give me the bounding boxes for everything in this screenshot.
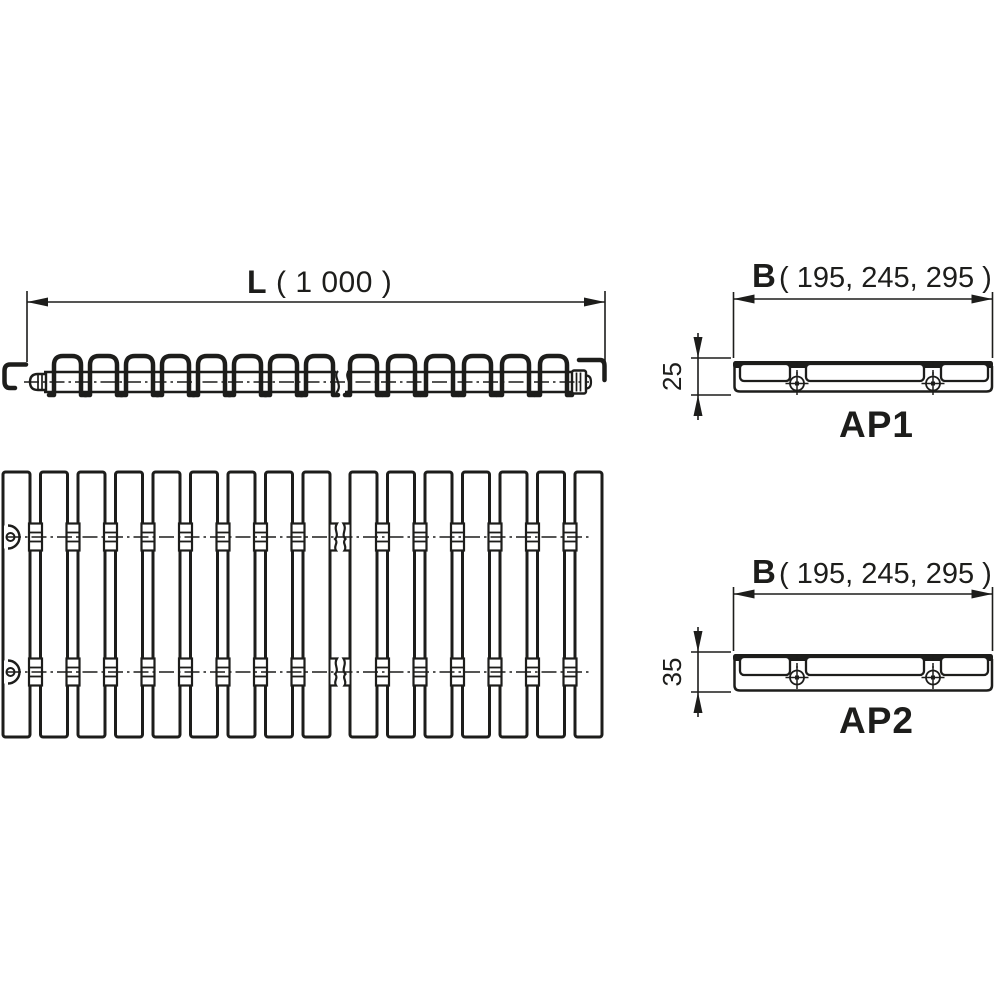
grate-loop xyxy=(121,356,158,395)
grate-slats xyxy=(3,472,602,737)
grate-loop xyxy=(157,356,194,395)
grate-loop xyxy=(345,356,382,395)
profile-flap xyxy=(806,657,924,675)
section-label-ap1: AP1 xyxy=(839,404,914,445)
length-dimension-value: ( 1 000 ) xyxy=(276,266,393,299)
width-dimension-ap1 xyxy=(734,257,993,358)
height-dimension-ap2 xyxy=(657,627,731,717)
section-label-ap2: AP2 xyxy=(839,700,914,741)
grate-slat xyxy=(116,472,143,737)
grate-slat xyxy=(388,472,415,737)
grate-slat xyxy=(575,472,602,737)
grate-loop xyxy=(49,356,86,395)
grate-slat xyxy=(153,472,180,737)
height-dimension-value: 35 xyxy=(657,657,687,687)
grate-loop xyxy=(459,356,496,395)
grate-loop xyxy=(497,356,534,395)
grate-slat xyxy=(228,472,255,737)
plan-view xyxy=(3,472,602,737)
grate-loop xyxy=(229,356,266,395)
dim-arrow-down xyxy=(694,337,703,358)
grate-slat xyxy=(425,472,452,737)
profile-flap xyxy=(941,364,988,381)
grate-slat xyxy=(191,472,218,737)
grate-slat xyxy=(463,472,490,737)
grate-loop xyxy=(193,356,230,395)
dim-arrow-left xyxy=(734,590,755,599)
width-dimension-label: B xyxy=(752,257,776,294)
width-dimension-ap2 xyxy=(734,553,993,651)
dim-arrow-right xyxy=(584,298,605,307)
grate-slat xyxy=(350,472,377,737)
grate-loop xyxy=(301,356,338,395)
side-view xyxy=(5,264,606,395)
grate-slat xyxy=(266,472,293,737)
grate-slat xyxy=(500,472,527,737)
section-ap2 xyxy=(657,553,993,741)
grate-loop xyxy=(85,356,122,395)
grate-slat xyxy=(41,472,68,737)
profile-flap xyxy=(740,364,790,381)
profile-flap xyxy=(806,364,924,381)
dim-arrow-up xyxy=(694,395,703,416)
slat-loops-side xyxy=(49,356,572,395)
dim-arrow-down xyxy=(694,631,703,652)
profile-flap xyxy=(941,657,988,675)
height-dimension-value: 25 xyxy=(657,362,687,391)
grate-loop xyxy=(265,356,302,395)
width-dimension-label: B xyxy=(752,553,776,590)
profile-flap xyxy=(740,657,790,675)
section-ap1 xyxy=(657,257,993,445)
end-hook-left xyxy=(5,365,27,389)
grate-slat xyxy=(538,472,565,737)
dim-arrow-right xyxy=(972,590,993,599)
dim-arrow-left xyxy=(27,298,48,307)
length-dimension xyxy=(27,264,605,366)
grate-loop xyxy=(383,356,420,395)
grate-loop xyxy=(535,356,572,395)
width-dimension-value: ( 195, 245, 295 ) xyxy=(779,558,992,590)
length-dimension-label: L xyxy=(247,264,268,300)
grate-slat xyxy=(78,472,105,737)
grate-loop xyxy=(421,356,458,395)
grate-slat xyxy=(303,472,330,737)
width-dimension-value: ( 195, 245, 295 ) xyxy=(779,262,992,294)
ap2-profile xyxy=(733,654,993,691)
dim-arrow-up xyxy=(694,692,703,713)
ap1-profile xyxy=(733,361,993,395)
height-dimension-ap1 xyxy=(657,333,731,420)
dim-arrow-left xyxy=(734,295,755,304)
dim-arrow-right xyxy=(972,295,993,304)
grate-slat xyxy=(3,472,30,737)
